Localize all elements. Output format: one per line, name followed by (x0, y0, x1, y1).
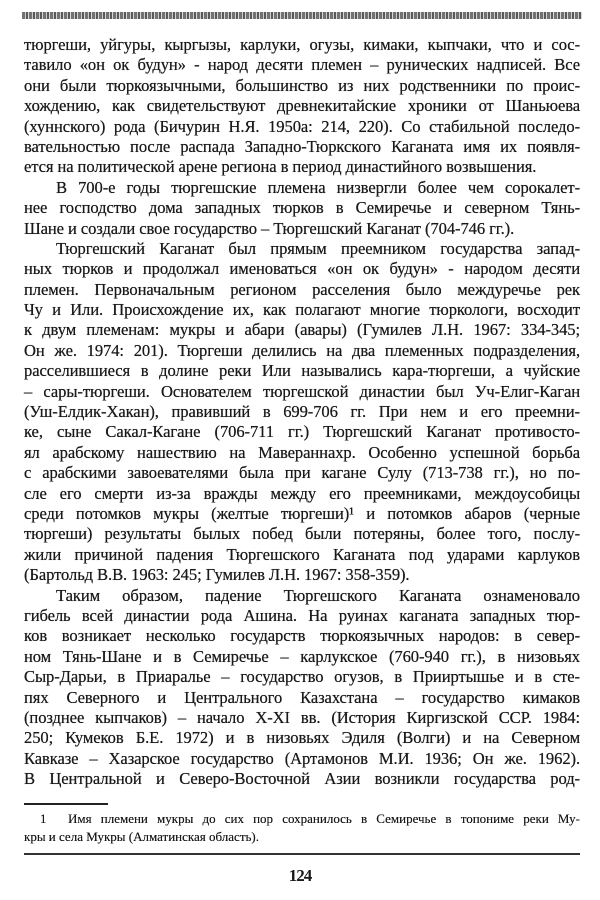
text-line: тавило «он ок будун» - народ десяти племен – рунических надписей. Все (24, 55, 580, 75)
text-line: они были тюркоязычными, большинство из них родственники по проис- (24, 75, 580, 95)
text-line: В 700-е годы тюргешские племена низвергли более чем сорокалет- (56, 177, 580, 197)
text-line: Он же. 1974: 201). Тюргеши делились на два племенных подразделения, (24, 340, 580, 360)
text-line: Тюргешский Каганат был прямым преемником государства запад- (56, 238, 580, 258)
text-line: тюргеши, уйгуры, кыргызы, карлуки, огузы, кимаки, кыпчаки, что и сос- (24, 35, 580, 54)
text-line: сле его смерти из-за вражды между его преемниками, междоусобицы (24, 483, 580, 503)
text-line: ял арабскому нашествию на Мавераннахр. Особенно успешной борьба (24, 442, 580, 462)
text-line: к двум племенам: мукры и абари (авары) (Гумилев Л.Н. 1967: 334-345; (24, 320, 580, 340)
text-line: Таким образом, падение Тюргешского Каганата ознаменовало (56, 585, 580, 605)
text-line: гибель всей династии рода Ашина. На руинах каганата западных тюр- (24, 605, 580, 625)
text-line: Шане и создали свое государство – Тюргешский Каганат (704-746 гг.). (24, 218, 515, 238)
text-line: вательностью после распада Западно-Тюркского Каганата имя их появля- (24, 136, 580, 156)
text-line: хождению, как свидетельствуют древнекитайские хроники от Шаньюева (24, 96, 580, 116)
text-line: пях Северного и Центрального Казахстана – государство кимаков (24, 687, 580, 707)
text-line: (Уш-Елдик-Хакан), правивший в 699-706 гг. При нем и его преемни- (24, 402, 580, 422)
bottom-divider (24, 853, 580, 855)
text-line: племен. Первоначальным регионом расселения было междуречье рек (24, 279, 580, 299)
text-line: тюргеши) результаты былых побед были потеряны, более того, послу- (24, 524, 580, 544)
footnote-text-line: кры и села Мукры (Алматинская область). (24, 829, 260, 844)
text-line: 250; Кумеков Б.Е. 1972) и в низовьях Эдиля (Волги) и на Северном (24, 728, 580, 748)
text-line: Чу и Или. Происхождение их, как полагают многие тюркологи, восходит (24, 300, 580, 320)
text-line: ков возникает несколько государств тюркоязычных народов: в север- (24, 626, 580, 646)
text-line: (хуннского) рода (Бичурин Н.Я. 1950а: 214, 220). Со стабильной последо- (24, 116, 580, 136)
text-line: жили причиной падения Тюргешского Каганата под ударами карлуков (24, 544, 580, 564)
text-line: расселившиеся в долине реки Или назывались кара-тюргеши, а чуйские (24, 361, 580, 381)
text-line: Сыр-Дарьи, в Приаралье – государство огузов, в Прииртышье и в сте- (24, 667, 580, 687)
text-line: с арабскими завоевателями была при кагане Сулу (713-738 гг.), но по- (24, 463, 580, 483)
text-line: В Центральной и Северо-Восточной Азии возникли государства род- (24, 769, 580, 789)
footnote-number: 1 (40, 811, 47, 826)
text-line: ном Тянь-Шане и в Семиречье – карлукское (760-940 гг.), в низовьях (24, 646, 580, 666)
text-line: ется на политической арене региона в период династийного возвышения. (24, 157, 537, 177)
footnote-divider (24, 803, 108, 805)
text-line: ке, сыне Сакал-Кагане (706-711 гг.) Тюргешский Каганат противосто- (24, 422, 580, 442)
text-line: – сары-тюргеши. Основателем тюргешской династии был Уч-Елиг-Каган (24, 381, 580, 401)
footnote (24, 810, 580, 846)
body-text (24, 35, 580, 789)
text-line: Кавказе – Хазарское государство (Артамонов М.И. 1936; Он же. 1962). (24, 748, 580, 768)
text-line: ных тюрков и продолжал именоваться «он ок будун» - народом десяти (24, 259, 580, 279)
text-line: нее господство дома западных тюрков в Семиречье и северном Тянь- (24, 198, 580, 218)
header-ornament (22, 12, 582, 19)
page-number: 124 (288, 866, 312, 885)
text-line: среди потомков мукры (желтые тюргеши)¹ и потомков абаров (черные (24, 503, 580, 523)
footnote-text-line: Имя племени мукры до сих пор сохранилось в Семиречье в топониме реки Му- (68, 811, 580, 826)
text-line: (позднее кыпчаков) – начало X-XI вв. (История Киргизской ССР. 1984: (24, 707, 580, 727)
text-line: (Бартольд В.В. 1963: 245; Гумилев Л.Н. 1967: 358-359). (24, 565, 410, 585)
